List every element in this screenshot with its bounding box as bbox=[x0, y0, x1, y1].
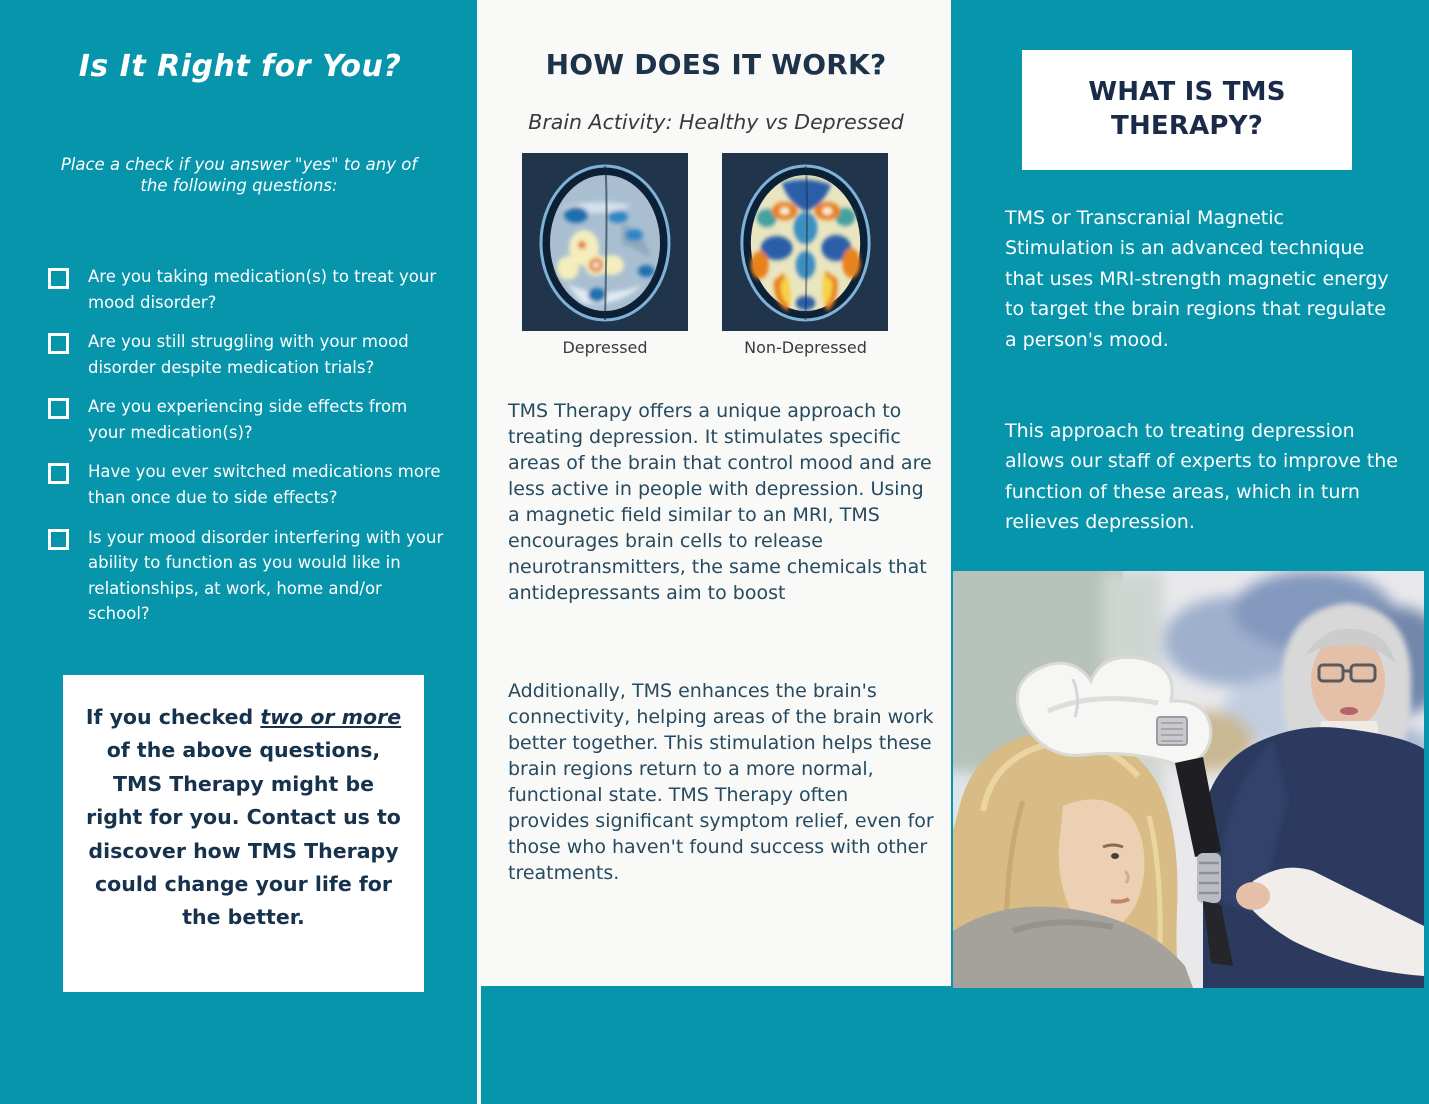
checklist-item-text: Are you still struggling with your mood disorder despite medication trials? bbox=[88, 332, 409, 377]
middle-panel bbox=[481, 0, 951, 986]
checklist-item-text: Have you ever switched medications more than once due to side effects? bbox=[88, 462, 441, 507]
question-checklist bbox=[48, 264, 448, 641]
callout-text-prefix: If you checked bbox=[85, 705, 261, 729]
checkbox-icon bbox=[48, 529, 69, 550]
checklist-item-text: Is your mood disorder interfering with your ability to function as you would like in relationships, at work, home and/or school? bbox=[88, 527, 444, 624]
callout-text-suffix: of the above questions, TMS Therapy might be right for you. Contact us to discover how TMS Therapy could change your life for the better. bbox=[86, 738, 401, 930]
checklist-item bbox=[48, 329, 448, 380]
checkbox-icon bbox=[48, 268, 69, 289]
checklist-item bbox=[48, 525, 448, 627]
what-is-tms-paragraph-1: TMS or Transcranial Magnetic Stimulation is an advanced technique that uses MRI-strength magnetic energy to target the brain regions that regulate a person's mood. bbox=[1005, 207, 1389, 351]
depressed-scan-label: Depressed bbox=[562, 338, 648, 357]
checklist-item bbox=[48, 459, 448, 510]
middle-panel-subheading: Brain Activity: Healthy vs Depressed bbox=[528, 110, 904, 134]
non-depressed-brain-scan bbox=[722, 153, 888, 331]
checklist-item bbox=[48, 264, 448, 315]
checklist-item-text: Are you experiencing side effects from your medication(s)? bbox=[88, 397, 408, 442]
depressed-brain-scan bbox=[522, 153, 688, 331]
right-panel-heading-box bbox=[1022, 50, 1352, 170]
left-panel-subtitle: Place a check if you answer "yes" to any of the following questions: bbox=[60, 155, 418, 196]
checklist-item bbox=[48, 394, 448, 445]
left-panel-title: Is It Right for You? bbox=[78, 49, 402, 84]
how-it-works-paragraph-2: Additionally, TMS enhances the brain's connectivity, helping areas of the brain work better together. This stimulation helps these brain regions return to a more normal, functional state. TMS Therapy often provides significant symptom relief, even for those who haven't found success with other treatments. bbox=[508, 680, 934, 885]
non-depressed-scan-label: Non-Depressed bbox=[744, 338, 867, 357]
middle-panel-heading: HOW DOES IT WORK? bbox=[545, 48, 887, 81]
checkbox-icon bbox=[48, 463, 69, 484]
right-panel-heading: WHAT IS TMS THERAPY? bbox=[1088, 77, 1286, 141]
what-is-tms-paragraph-2: This approach to treating depression allows our staff of experts to improve the function of these areas, which in turn relieves depression. bbox=[1005, 420, 1398, 534]
callout-text-emphasis: two or more bbox=[260, 705, 402, 729]
checkbox-icon bbox=[48, 333, 69, 354]
tms-session-photo bbox=[953, 571, 1424, 988]
checkbox-icon bbox=[48, 398, 69, 419]
how-it-works-paragraph-1: TMS Therapy offers a unique approach to treating depression. It stimulates specific areas of the brain that control mood and are less active in people with depression. Using a magnetic field similar to an MRI, TMS encourages brain cells to release neurotransmitters, the same chemicals that antidepressants aim to boost bbox=[508, 400, 932, 605]
checklist-item-text: Are you taking medication(s) to treat your mood disorder? bbox=[88, 267, 437, 312]
callout-box bbox=[63, 675, 424, 992]
